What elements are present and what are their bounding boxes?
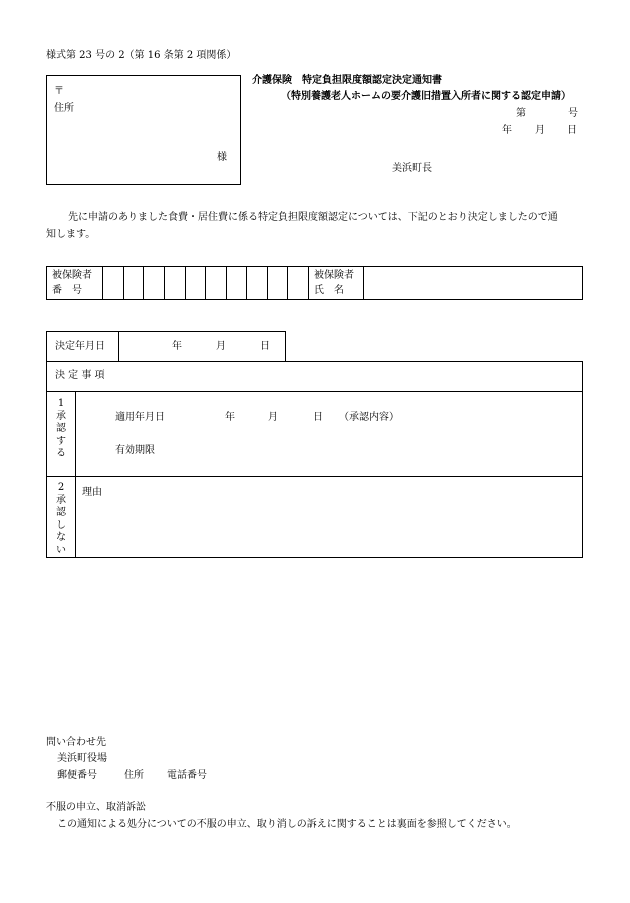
apply-month: 月 (268, 412, 278, 423)
issue-day: 日 (567, 125, 577, 136)
insured-table (46, 266, 583, 300)
appeal-title: 不服の申立、取消訴訟 (46, 802, 146, 813)
form-identifier: 様式第 23 号の 2（第 16 条第 2 項関係） (46, 50, 237, 61)
apply-date-label: 適用年月日 (115, 412, 165, 423)
approve-label: 1 承 認 す る (56, 398, 66, 459)
reason-label: 理由 (82, 487, 102, 498)
decision-month: 月 (216, 341, 226, 352)
issuer: 美浜町長 (392, 163, 432, 174)
contact-office: 美浜町役場 (57, 753, 107, 764)
document-title: 介護保険 特定負担限度額認定決定通知書 (252, 75, 442, 86)
decision-date-label: 決定年月日 (55, 341, 105, 352)
appeal-text: この通知による処分についての不服の申立、取り消しの訴えに関することは裏面を参照してください。 (57, 819, 517, 830)
body-text-line2: 知します。 (46, 229, 96, 240)
doc-number-go: 号 (568, 108, 578, 119)
issue-month: 月 (535, 125, 545, 136)
doc-number-dai: 第 (516, 108, 526, 119)
address-label: 住所 (54, 103, 74, 114)
insured-number-label-2: 番 号 (52, 285, 82, 296)
decision-table (46, 361, 583, 558)
document-subtitle: （特別養護老人ホームの要介護旧措置入所者に関する認定申請） (281, 91, 571, 102)
contact-phone-label: 電話番号 (167, 770, 207, 781)
decision-year: 年 (172, 341, 182, 352)
insured-name-label: 被保険者 (314, 270, 354, 281)
insured-name-label-2: 氏 名 (314, 285, 344, 296)
issue-year: 年 (502, 125, 512, 136)
address-box (46, 75, 241, 185)
contact-address-label: 住所 (124, 770, 144, 781)
contact-title: 問い合わせ先 (46, 737, 106, 748)
postal-mark: 〒 (54, 86, 64, 97)
apply-year: 年 (225, 412, 235, 423)
contact-postal-label: 郵便番号 (57, 770, 97, 781)
decision-header: 決 定 事 項 (55, 370, 105, 381)
decision-day: 日 (260, 341, 270, 352)
apply-day: 日 (313, 412, 323, 423)
approval-content-label: （承認内容） (339, 412, 399, 423)
decision-date-box (46, 331, 286, 362)
recipient-honorific: 様 (217, 152, 227, 163)
body-text-line1: 先に申請のありました食費・居住費に係る特定負担限度額認定については、下記のとおり決定しましたので通 (68, 212, 558, 223)
valid-period-label: 有効期限 (115, 445, 155, 456)
reject-label: 2 承 認 し な い (56, 482, 66, 556)
insured-number-label: 被保険者 (52, 270, 92, 281)
